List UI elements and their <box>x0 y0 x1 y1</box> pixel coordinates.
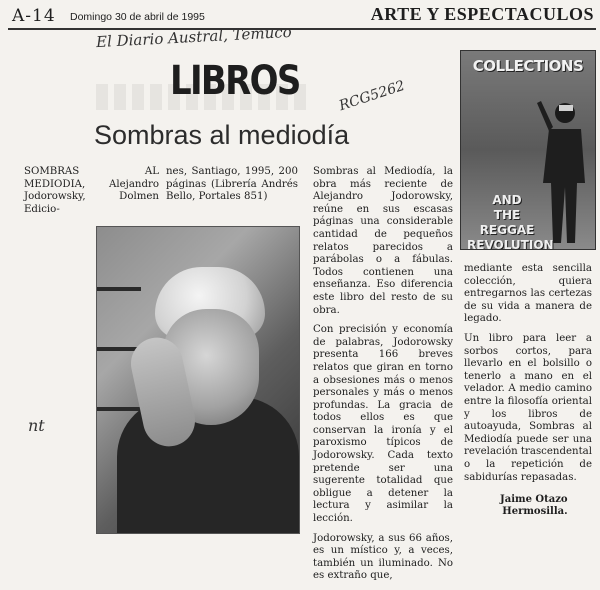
article-column-2 <box>166 166 298 211</box>
author-name-line-1: Jaime Otazo <box>500 494 568 505</box>
photo-signature: nt <box>28 416 45 435</box>
paragraph: Jodorowsky, a sus 66 años, es un místico y, a veces, también un iluminado. No es extraño que, <box>313 532 453 582</box>
publication-date: Domingo 30 de abril de 1995 <box>70 11 205 23</box>
album-subtitle-line: REVOLUTION <box>467 238 554 250</box>
album-title: COLLECTIONS <box>472 57 584 75</box>
column-heading-libros: LIBROS <box>170 58 300 104</box>
author-name-line-2: Hermosilla. <box>502 506 568 517</box>
paragraph: Un libro para leer a sorbos cortos, para llevarlo en el bolsillo o tenerlo a mano en el velador. A medio camino entre la filosofía oriental y los libros de autoayuda, Sombras al Mediodía puede ser una revelación trascendental o la repetición de sabidurías repasadas. <box>464 332 593 483</box>
paragraph: Sombras al Mediodía, la obra más reciente de Alejandro Jodorowsky, reúne en sus escasas páginas una considerable cantidad de pequeños relatos parecidos a parábolas o a fábulas. Todos contienen una enseñanza. Eso diferencia este libro del resto de su obra. <box>313 166 453 316</box>
article-column-3 <box>313 166 453 590</box>
page-number: A-14 <box>12 6 56 26</box>
header-divider <box>8 28 596 30</box>
article-headline: Sombras al mediodía <box>94 120 350 150</box>
handwritten-archive-code: RCG5262 <box>337 77 407 115</box>
book-reference-part-1: SOMBRAS AL MEDIODIA, Alejandro Jodorowsky, Dolmen Edicio- <box>24 166 159 215</box>
paragraph: Con precisión y economía de palabras, Jodorowsky presenta 166 breves relatos que giran en torno a obsesiones más o menos personales y más o menos profundas. La gracia de todos ellos es que conservan la ironía y el paroxismo típicos de Jodorowsky. Cada texto pretende ser una sugerente totalidad que obligue a detener la lectura y asimilar la lección. <box>313 324 453 525</box>
book-reference-part-2: nes, Santiago, 1995, 200 páginas (Librería Andrés Bello, Portales 851) <box>166 166 298 203</box>
album-subtitle-line: AND <box>492 193 522 207</box>
author-photo <box>96 226 300 534</box>
section-title: ARTE Y ESPECTACULOS <box>370 4 594 24</box>
paragraph: mediante esta sencilla colección, quiera entregarnos las certezas de su vida a manera de legado. <box>464 263 592 325</box>
article-author <box>500 494 568 518</box>
photo-bookshelf <box>97 407 141 411</box>
album-cover-image <box>460 50 596 250</box>
article-column-4 <box>464 263 592 491</box>
album-subtitle-line: THE REGGAE <box>479 208 535 237</box>
article-column-1 <box>24 166 159 223</box>
album-subtitle <box>467 193 554 250</box>
handwritten-source-note: El Diario Austral, Temuco <box>95 22 293 52</box>
photo-bookshelf <box>97 287 141 291</box>
